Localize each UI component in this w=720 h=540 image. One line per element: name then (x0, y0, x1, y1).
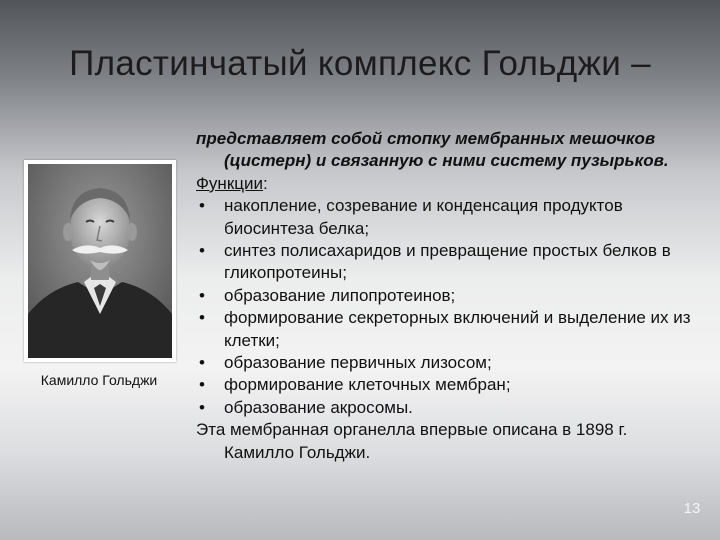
functions-list (196, 195, 696, 419)
intro-text: представляет собой стопку мембранных мешочков (цистерн) и связанную с ними систему пузырьков. (196, 129, 669, 171)
bullet-icon: • (199, 353, 205, 373)
slide-title: Пластинчатый комплекс Гольджи – (69, 44, 651, 83)
bullet-icon: • (199, 375, 205, 395)
list-item (196, 307, 696, 352)
list-item (196, 397, 696, 419)
bullet-icon: • (199, 196, 205, 216)
conclusion-text: Эта мембранная органелла впервые описана в 1898 г. Камилло Гольджи. (196, 420, 628, 462)
portrait-photo (24, 160, 176, 362)
bullet-icon: • (199, 397, 205, 417)
list-item-text: формирование секреторных включений и выделение их из клетки; (224, 308, 691, 350)
portrait-caption: Камилло Гольджи (40, 372, 158, 388)
page-number: 13 (683, 500, 701, 517)
list-item-text: образование липопротеинов; (224, 285, 456, 305)
functions-colon: : (262, 173, 268, 193)
functions-label: Функции (196, 173, 263, 193)
list-item-text: формирование клеточных мембран; (224, 375, 511, 395)
list-item (196, 285, 696, 307)
list-item-text: накопление, созревание и конденсация продуктов биосинтеза белка; (224, 196, 623, 238)
list-item (196, 195, 696, 240)
bullet-icon: • (199, 241, 205, 261)
bullet-icon: • (199, 308, 205, 328)
list-item-text: образование первичных лизосом; (224, 353, 492, 373)
list-item-text: образование акросомы. (224, 397, 413, 417)
bullet-icon: • (199, 285, 205, 305)
slide-body (196, 128, 696, 464)
list-item (196, 352, 696, 374)
list-item-text: синтез полисахаридов и превращение простых белков в гликопротеины; (224, 241, 671, 283)
functions-heading (196, 173, 696, 195)
list-item (196, 374, 696, 396)
list-item (196, 240, 696, 285)
portrait-image (28, 164, 172, 358)
